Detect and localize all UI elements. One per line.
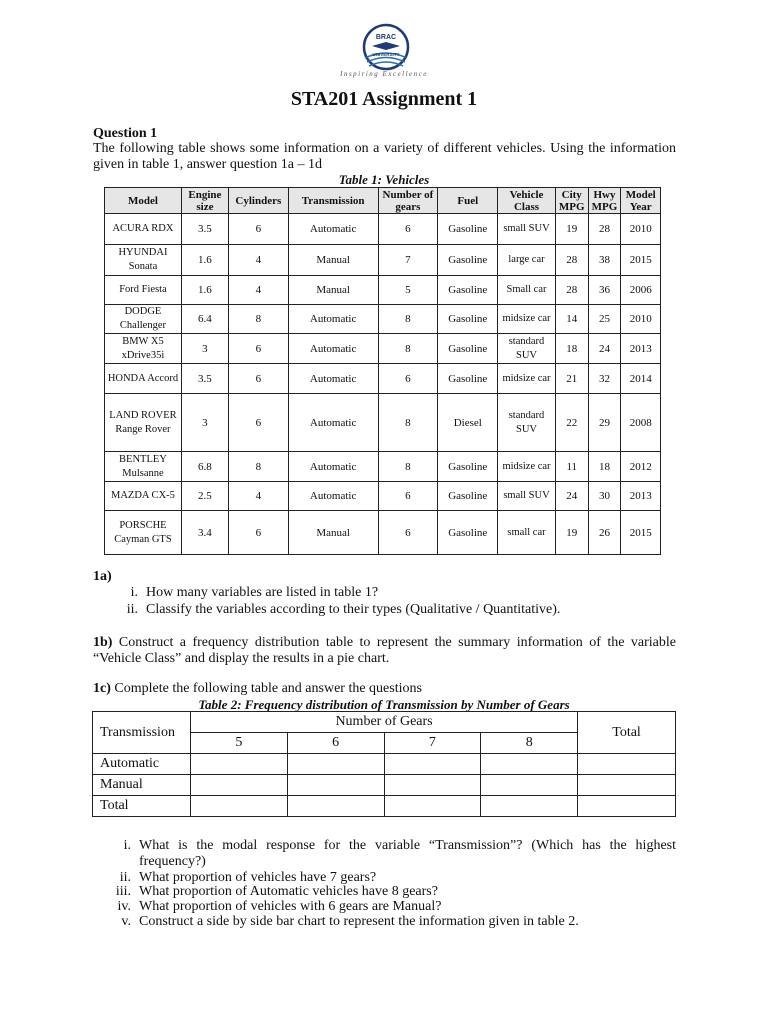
cell-model-year: 2010	[621, 214, 661, 245]
cell-hwy-mpg: 24	[588, 334, 621, 364]
cell-model: Ford Fiesta	[105, 276, 182, 305]
item-text: What is the modal response for the variable “Transmission”? (Which has the highest frequency?)	[139, 838, 676, 869]
cell-hwy-mpg: 18	[588, 452, 621, 482]
cell-city-mpg: 19	[555, 214, 588, 245]
cell-cylinders: 6	[228, 214, 288, 245]
table-row	[93, 754, 676, 775]
cell-city-mpg: 11	[555, 452, 588, 482]
blank-cell	[190, 796, 287, 817]
item-text: What proportion of vehicles have 7 gears?	[139, 870, 377, 885]
cell-fuel: Diesel	[438, 394, 498, 452]
cell-engine-size: 3.5	[181, 214, 228, 245]
cell-fuel: Gasoline	[438, 364, 498, 394]
th-city-mpg: City MPG	[555, 188, 588, 214]
item-number: v.	[121, 914, 131, 929]
cell-fuel: Gasoline	[438, 305, 498, 334]
cell-number-of-gears: 8	[378, 452, 438, 482]
logo-text-university: UNIVERSITY	[372, 52, 400, 57]
cell-model: MAZDA CX-5	[105, 482, 182, 511]
q1a-label: 1a)	[93, 569, 112, 584]
blank-cell	[481, 754, 578, 775]
blank-cell	[578, 775, 676, 796]
blank-cell	[578, 754, 676, 775]
cell-city-mpg: 24	[555, 482, 588, 511]
th-engine-size: Engine size	[181, 188, 228, 214]
blank-cell	[384, 775, 481, 796]
th-total: Total	[578, 712, 676, 754]
q1c-label: 1c)	[93, 681, 111, 696]
vehicles-table	[104, 187, 661, 555]
cell-engine-size: 1.6	[181, 245, 228, 276]
q1c-text: Complete the following table and answer the questions	[110, 681, 422, 696]
cell-vehicle-class: Small car	[498, 276, 556, 305]
item-text: What proportion of vehicles with 6 gears are Manual?	[139, 899, 442, 914]
table-row	[105, 276, 661, 305]
row-label: Automatic	[93, 754, 191, 775]
cell-model: DODGE Challenger	[105, 305, 182, 334]
q1c-item	[115, 884, 676, 900]
th-gear: 5	[190, 733, 287, 754]
th-model: Model	[105, 188, 182, 214]
cell-hwy-mpg: 30	[588, 482, 621, 511]
blank-cell	[578, 796, 676, 817]
th-gear: 7	[384, 733, 481, 754]
cell-transmission: Manual	[288, 245, 378, 276]
table-row	[105, 214, 661, 245]
blank-cell	[190, 754, 287, 775]
cell-fuel: Gasoline	[438, 511, 498, 555]
cell-transmission: Automatic	[288, 305, 378, 334]
cell-vehicle-class: small SUV	[498, 482, 556, 511]
cell-fuel: Gasoline	[438, 276, 498, 305]
cell-hwy-mpg: 38	[588, 245, 621, 276]
cell-hwy-mpg: 26	[588, 511, 621, 555]
logo-text-brac: BRAC	[375, 34, 397, 41]
cell-hwy-mpg: 25	[588, 305, 621, 334]
blank-cell	[287, 775, 384, 796]
cell-city-mpg: 28	[555, 276, 588, 305]
item-text: How many variables are listed in table 1?	[146, 585, 379, 600]
table2-header-row	[93, 712, 676, 733]
cell-cylinders: 4	[228, 276, 288, 305]
cell-cylinders: 4	[228, 482, 288, 511]
th-hwy-mpg: Hwy MPG	[588, 188, 621, 214]
cell-transmission: Automatic	[288, 394, 378, 452]
blank-cell	[481, 796, 578, 817]
blank-cell	[287, 796, 384, 817]
th-gear: 6	[287, 733, 384, 754]
cell-hwy-mpg: 32	[588, 364, 621, 394]
cell-vehicle-class: standard SUV	[498, 394, 556, 452]
cell-city-mpg: 19	[555, 511, 588, 555]
cell-model-year: 2014	[621, 364, 661, 394]
cell-model: BMW X5 xDrive35i	[105, 334, 182, 364]
cell-model-year: 2015	[621, 245, 661, 276]
th-number-of-gears: Number of Gears	[190, 712, 577, 733]
th-transmission: Transmission	[288, 188, 378, 214]
cell-transmission: Automatic	[288, 364, 378, 394]
cell-engine-size: 3.4	[181, 511, 228, 555]
cell-hwy-mpg: 28	[588, 214, 621, 245]
item-text: Construct a side by side bar chart to represent the information given in table 2.	[139, 914, 579, 929]
q1a-item	[126, 602, 676, 618]
th-transmission: Transmission	[93, 712, 191, 754]
cell-number-of-gears: 7	[378, 245, 438, 276]
table-row	[93, 796, 676, 817]
cell-vehicle-class: midsize car	[498, 452, 556, 482]
q1b-label: 1b)	[93, 635, 113, 650]
table-row	[105, 334, 661, 364]
cell-model-year: 2015	[621, 511, 661, 555]
cell-engine-size: 3.5	[181, 364, 228, 394]
cell-transmission: Automatic	[288, 334, 378, 364]
cell-cylinders: 6	[228, 334, 288, 364]
table-row	[105, 452, 661, 482]
cell-engine-size: 6.8	[181, 452, 228, 482]
cell-cylinders: 6	[228, 394, 288, 452]
cell-hwy-mpg: 29	[588, 394, 621, 452]
cell-transmission: Automatic	[288, 452, 378, 482]
th-cylinders: Cylinders	[228, 188, 288, 214]
table-row	[105, 394, 661, 452]
cell-number-of-gears: 6	[378, 364, 438, 394]
cell-fuel: Gasoline	[438, 482, 498, 511]
cell-number-of-gears: 6	[378, 511, 438, 555]
cell-engine-size: 3	[181, 394, 228, 452]
cell-model-year: 2012	[621, 452, 661, 482]
item-text: Classify the variables according to their types (Qualitative / Quantitative).	[146, 602, 561, 617]
item-number: ii.	[119, 870, 131, 885]
cell-fuel: Gasoline	[438, 245, 498, 276]
cell-vehicle-class: small car	[498, 511, 556, 555]
table-row	[105, 305, 661, 334]
th-gear: 8	[481, 733, 578, 754]
cell-model: HONDA Accord	[105, 364, 182, 394]
cell-engine-size: 6.4	[181, 305, 228, 334]
cell-engine-size: 1.6	[181, 276, 228, 305]
item-number: i.	[123, 838, 131, 853]
cell-vehicle-class: midsize car	[498, 305, 556, 334]
table-row	[105, 364, 661, 394]
cell-number-of-gears: 5	[378, 276, 438, 305]
table-row	[93, 775, 676, 796]
row-label: Total	[93, 796, 191, 817]
cell-hwy-mpg: 36	[588, 276, 621, 305]
cell-number-of-gears: 6	[378, 214, 438, 245]
q1c-item	[121, 914, 676, 930]
cell-cylinders: 8	[228, 452, 288, 482]
cell-model: BENTLEY Mulsanne	[105, 452, 182, 482]
q1b-paragraph	[93, 635, 676, 667]
q1c-paragraph	[93, 681, 676, 697]
cell-city-mpg: 28	[555, 245, 588, 276]
th-number-of-gears: Number of gears	[378, 188, 438, 214]
item-number: iv.	[117, 899, 131, 914]
question-heading: Question 1	[93, 126, 158, 141]
item-text: What proportion of Automatic vehicles have 8 gears?	[139, 884, 438, 899]
cell-model-year: 2008	[621, 394, 661, 452]
blank-cell	[384, 754, 481, 775]
q1a-item	[130, 585, 676, 601]
q1c-item	[123, 838, 676, 870]
cell-cylinders: 6	[228, 364, 288, 394]
cell-model-year: 2006	[621, 276, 661, 305]
th-vehicle-class: Vehicle Class	[498, 188, 556, 214]
cell-fuel: Gasoline	[438, 452, 498, 482]
cell-transmission: Manual	[288, 276, 378, 305]
item-number: ii.	[126, 602, 138, 617]
table2-caption: Table 2: Frequency distribution of Transmission by Number of Gears	[198, 697, 570, 712]
cell-transmission: Automatic	[288, 214, 378, 245]
cell-cylinders: 6	[228, 511, 288, 555]
cell-model-year: 2013	[621, 334, 661, 364]
cell-engine-size: 3	[181, 334, 228, 364]
table-row	[105, 482, 661, 511]
blank-cell	[190, 775, 287, 796]
blank-cell	[287, 754, 384, 775]
cell-model-year: 2013	[621, 482, 661, 511]
cell-cylinders: 4	[228, 245, 288, 276]
cell-model: HYUNDAI Sonata	[105, 245, 182, 276]
cell-city-mpg: 18	[555, 334, 588, 364]
table-row	[105, 245, 661, 276]
th-fuel: Fuel	[438, 188, 498, 214]
question-intro: The following table shows some information on a variety of different vehicles. Using the information given in table 1, answer question 1a – 1d	[93, 141, 676, 172]
cell-transmission: Automatic	[288, 482, 378, 511]
cell-number-of-gears: 6	[378, 482, 438, 511]
cell-number-of-gears: 8	[378, 394, 438, 452]
cell-transmission: Manual	[288, 511, 378, 555]
blank-cell	[481, 775, 578, 796]
frequency-table	[92, 711, 676, 817]
page-title: STA201 Assignment 1	[290, 88, 478, 110]
q1b-text: Construct a frequency distribution table to represent the summary information of the variable “Vehicle Class” and display the results in a pie chart.	[93, 635, 676, 666]
cell-vehicle-class: standard SUV	[498, 334, 556, 364]
table-row	[105, 511, 661, 555]
table1-caption: Table 1: Vehicles	[338, 172, 430, 187]
cell-model-year: 2010	[621, 305, 661, 334]
cell-vehicle-class: large car	[498, 245, 556, 276]
cell-number-of-gears: 8	[378, 334, 438, 364]
cell-number-of-gears: 8	[378, 305, 438, 334]
table1-header-row	[105, 188, 661, 214]
cell-city-mpg: 21	[555, 364, 588, 394]
cell-city-mpg: 22	[555, 394, 588, 452]
tagline: Inspiring Excellence	[340, 70, 428, 78]
cell-model: ACURA RDX	[105, 214, 182, 245]
cell-engine-size: 2.5	[181, 482, 228, 511]
blank-cell	[384, 796, 481, 817]
cell-cylinders: 8	[228, 305, 288, 334]
row-label: Manual	[93, 775, 191, 796]
cell-model: PORSCHE Cayman GTS	[105, 511, 182, 555]
item-number: i.	[130, 585, 138, 600]
item-number: iii.	[115, 884, 131, 899]
cell-vehicle-class: midsize car	[498, 364, 556, 394]
q1c-item	[117, 899, 676, 915]
cell-vehicle-class: small SUV	[498, 214, 556, 245]
cell-model: LAND ROVER Range Rover	[105, 394, 182, 452]
cell-fuel: Gasoline	[438, 214, 498, 245]
th-model-year: Model Year	[621, 188, 661, 214]
cell-fuel: Gasoline	[438, 334, 498, 364]
cell-city-mpg: 14	[555, 305, 588, 334]
